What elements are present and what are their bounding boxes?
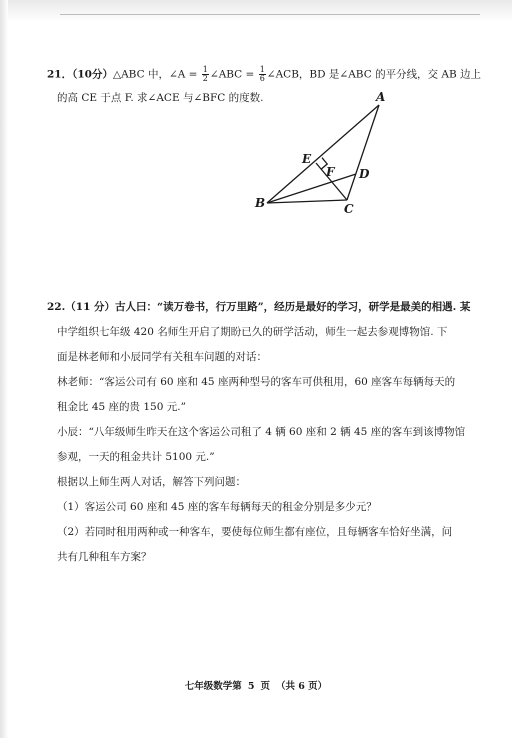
q21-text-part2: ∠ABC = — [209, 68, 258, 81]
q22-line5: 租金比 45 座的贵 150 元.” — [57, 401, 186, 413]
label-C: C — [344, 202, 354, 216]
q22-subquestion-2-line1: （2）若同时租用两种或一种客车，要使每位师生都有座位，且每辆客车恰好坐满，问 — [57, 526, 453, 538]
q21-text-part1: △ABC 中，∠A = — [113, 68, 201, 81]
q21-number: 21． — [47, 68, 73, 81]
q22-line7: 参观，一天的租金共计 5100 元.” — [57, 451, 215, 463]
q22-line4: 林老师：“客运公司有 60 座和 45 座两种型号的客车可供租用，60 座客车每辆每天的 — [57, 376, 456, 388]
q22-subquestion-1: （1）客运公司 60 座和 45 座的客车每辆每天的租金分别是多少元？ — [57, 501, 377, 513]
q22-line1: 22.（11 分）古人曰：“读万卷书，行万里路”，经历是最好的学习，研学是最美的相遇. 某 — [47, 301, 471, 313]
label-E: E — [302, 152, 312, 166]
q22-line8: 根据以上师生两人对话，解答下列问题： — [57, 476, 246, 488]
q21-text-part3: ∠ACB，BD 是∠ABC 的平分线，交 AB 边上 — [266, 68, 482, 81]
q21-score: （10分） — [72, 68, 113, 81]
footer-page-word: 页 — [260, 681, 270, 692]
q22-line6: 小辰：“八年级师生昨天在这个客运公司租了 4 辆 60 座和 2 辆 45 座的客车到该博物馆 — [57, 426, 466, 438]
q21-line2: 的高 CE 于点 F. 求∠ACE 与∠BFC 的度数. — [57, 92, 264, 104]
label-A: A — [376, 90, 386, 104]
q22-line2: 中学组织七年级 420 名师生开启了期盼已久的研学活动，师生一起去参观博物馆. 下 — [57, 326, 448, 338]
footer-total-pages: （共 6 页） — [275, 681, 328, 692]
segment-BC — [267, 200, 347, 203]
label-B: B — [255, 196, 266, 210]
label-D: D — [359, 167, 370, 181]
q21-fraction-1-denominator: 2 — [202, 74, 208, 83]
label-F: F — [326, 165, 335, 179]
segment-BD — [267, 174, 356, 203]
footer-page-number: 5 — [247, 681, 255, 692]
q21-fraction-2-numerator: 1 — [259, 65, 265, 74]
q22-line3: 面是林老师和小辰同学有关租车问题的对话： — [57, 351, 267, 363]
q21-fraction-2-denominator: 6 — [259, 74, 265, 83]
footer-prefix: 七年级数学第 — [184, 681, 242, 692]
q22-subquestion-2-line2: 共有几种租车方案？ — [57, 551, 152, 563]
page-footer — [0, 678, 512, 692]
q21-fraction-1-numerator: 1 — [202, 65, 208, 74]
